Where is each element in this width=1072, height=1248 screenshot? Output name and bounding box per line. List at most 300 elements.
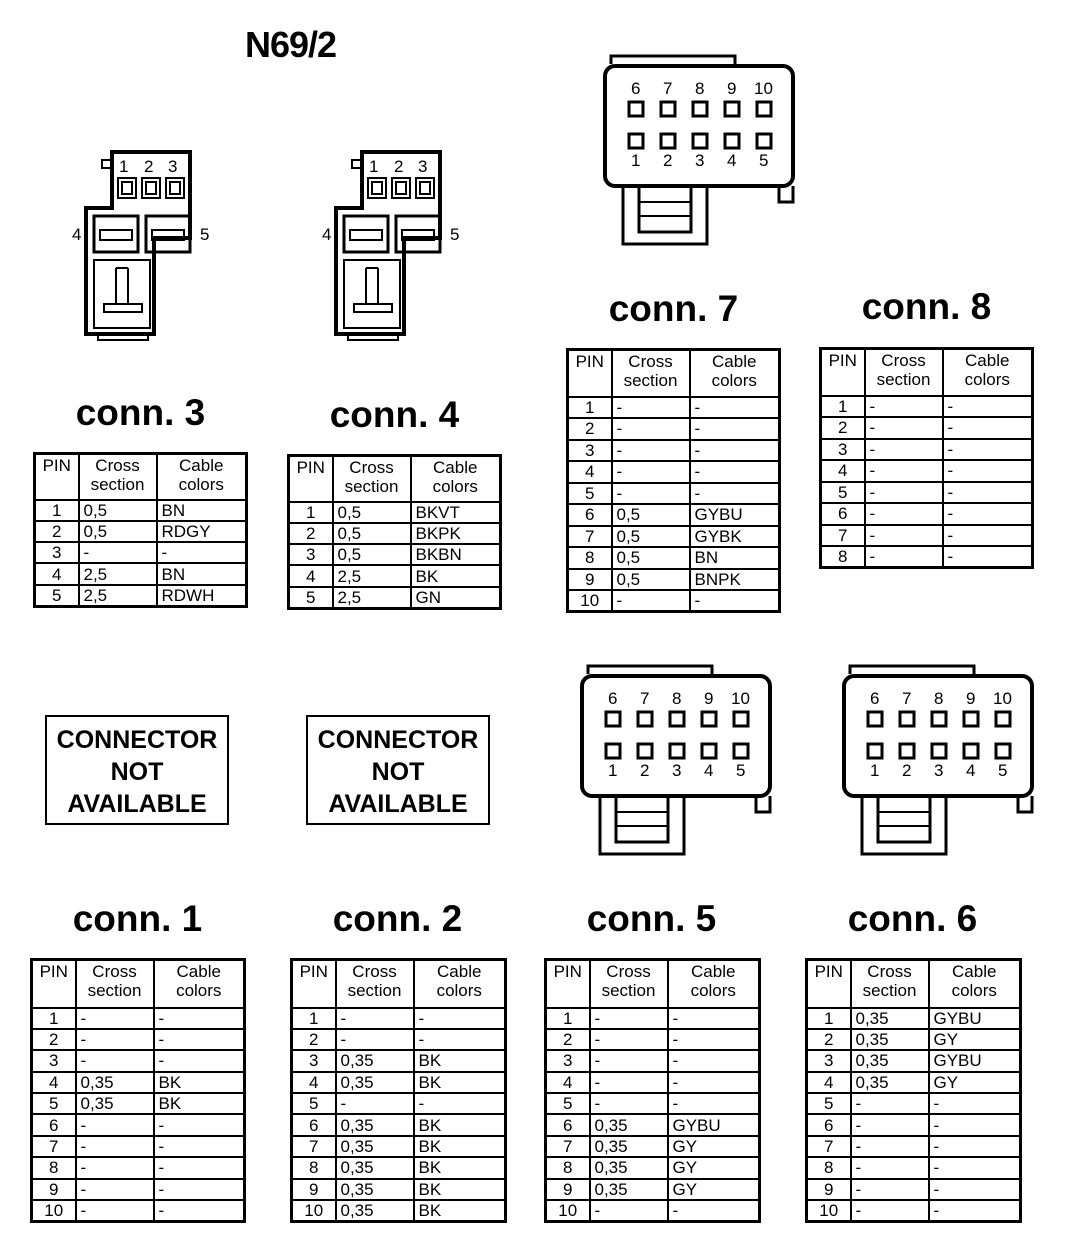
pin-label-1: 1 — [608, 761, 618, 780]
cable-color-cell: BKPK — [411, 523, 501, 544]
cable-color-cell: GY — [668, 1157, 760, 1178]
pin-number-cell: 2 — [568, 418, 612, 440]
pin-number-cell: 5 — [568, 483, 612, 505]
cross-section-cell: 0,35 — [590, 1157, 668, 1178]
table-row — [821, 396, 1033, 418]
cable-color-cell: GYBU — [690, 504, 780, 526]
table-row — [32, 1114, 245, 1135]
cross-section-cell: 0,5 — [79, 500, 157, 521]
cross-section-header — [336, 960, 414, 1008]
pin-header — [32, 960, 76, 1008]
cable-color-cell: - — [690, 590, 780, 612]
cable-color-cell: - — [414, 1093, 506, 1114]
cross-section-cell: 0,35 — [336, 1200, 414, 1222]
cable-color-cell: BK — [414, 1114, 506, 1135]
table-row — [821, 439, 1033, 461]
table-row — [35, 542, 247, 563]
pin-number-cell: 5 — [546, 1093, 590, 1114]
cross-section-cell: - — [590, 1029, 668, 1050]
pin-number-cell: 10 — [32, 1200, 76, 1222]
cross-section-cell: - — [851, 1200, 929, 1222]
cross-section-cell: - — [590, 1072, 668, 1093]
conn4-title: conn. 4 — [329, 394, 460, 435]
pin-number-cell: 6 — [568, 504, 612, 526]
table-row — [807, 1179, 1021, 1200]
cable-color-cell: - — [154, 1157, 245, 1178]
table-row — [546, 1157, 760, 1178]
conn7-pin-table — [566, 348, 781, 613]
cable-color-cell: - — [668, 1050, 760, 1071]
cable-colors-header-line: Cable — [179, 456, 224, 475]
pin-number-cell: 2 — [35, 521, 79, 542]
conn5-pin-table — [544, 958, 761, 1223]
pin-number-cell: 2 — [289, 523, 333, 544]
pin-label-10: 10 — [993, 689, 1012, 708]
cross-section-header-line: Cross — [628, 352, 673, 371]
table-row — [32, 1157, 245, 1178]
conn6-pin-table — [805, 958, 1022, 1223]
table-row — [807, 1114, 1021, 1135]
pin-label-7: 7 — [640, 689, 650, 708]
pin-number-cell: 9 — [292, 1179, 336, 1200]
cable-color-cell: - — [154, 1029, 245, 1050]
cable-color-cell: BK — [414, 1179, 506, 1200]
pin-header-line: PIN — [814, 962, 843, 981]
conn4-drawing — [316, 150, 476, 350]
cable-color-cell: - — [929, 1093, 1021, 1114]
pin-header-line: PIN — [553, 962, 582, 981]
pin-label-5: 5 — [759, 151, 769, 170]
table-row — [35, 585, 247, 607]
pin-label-6: 6 — [608, 689, 618, 708]
cross-section-cell: - — [76, 1136, 154, 1157]
table-row — [568, 461, 780, 483]
cross-section-cell: - — [612, 418, 690, 440]
cable-colors-header-line: colors — [951, 981, 997, 1000]
cable-colors-header-line: colors — [436, 981, 482, 1000]
cross-section-cell: - — [76, 1029, 154, 1050]
cross-section-cell: - — [590, 1008, 668, 1029]
table-row — [292, 1136, 506, 1157]
pin-number-cell: 5 — [292, 1093, 336, 1114]
pin-label-3: 3 — [168, 157, 178, 176]
pin-header — [292, 960, 336, 1008]
cross-section-cell: 0,35 — [336, 1050, 414, 1071]
cable-color-cell: GY — [668, 1136, 760, 1157]
cross-section-cell: 0,5 — [333, 523, 411, 544]
table-row — [292, 1029, 506, 1050]
cable-color-cell: - — [690, 461, 780, 483]
table-row — [807, 1157, 1021, 1178]
conn8-title: conn. 8 — [861, 286, 992, 327]
cable-color-cell: RDGY — [157, 521, 247, 542]
pin-number-cell: 4 — [807, 1072, 851, 1093]
pin-number-cell: 7 — [546, 1136, 590, 1157]
pin-header-line: PIN — [42, 456, 71, 475]
cross-section-cell: 0,35 — [76, 1072, 154, 1093]
cable-colors-header-line: Cable — [712, 352, 757, 371]
pin-number-cell: 8 — [568, 547, 612, 569]
table-row — [35, 521, 247, 542]
cross-section-cell: - — [851, 1157, 929, 1178]
cross-section-cell: - — [865, 439, 943, 461]
cross-section-cell: 0,35 — [336, 1114, 414, 1135]
cable-colors-header-line: colors — [711, 371, 757, 390]
cross-section-header-line: section — [862, 981, 917, 1000]
cross-section-header-line: section — [601, 981, 656, 1000]
table-header-row — [807, 960, 1021, 1008]
pin-number-cell: 9 — [546, 1179, 590, 1200]
cross-section-cell: 2,5 — [79, 585, 157, 607]
cable-color-cell: BN — [690, 547, 780, 569]
cable-colors-header — [690, 350, 780, 397]
cable-color-cell: BK — [154, 1072, 245, 1093]
cable-colors-header — [929, 960, 1021, 1008]
table-row — [821, 460, 1033, 482]
cable-color-cell: - — [929, 1179, 1021, 1200]
cable-color-cell: - — [668, 1029, 760, 1050]
pin-number-cell: 4 — [292, 1072, 336, 1093]
pin-number-cell: 6 — [546, 1114, 590, 1135]
pin-number-cell: 3 — [546, 1050, 590, 1071]
pin-number-cell: 4 — [821, 460, 865, 482]
cross-section-cell: - — [76, 1114, 154, 1135]
cross-section-cell: - — [851, 1136, 929, 1157]
cross-section-header — [590, 960, 668, 1008]
cable-colors-header — [943, 349, 1033, 396]
pin-header — [568, 350, 612, 397]
table-row — [568, 418, 780, 440]
pin-number-cell: 3 — [32, 1050, 76, 1071]
cable-colors-header — [411, 456, 501, 502]
cable-color-cell: GY — [929, 1072, 1021, 1093]
cross-section-header-line: section — [87, 981, 142, 1000]
pin-number-cell: 10 — [807, 1200, 851, 1222]
table-row — [807, 1008, 1021, 1029]
cross-section-cell: - — [590, 1093, 668, 1114]
cross-section-cell: 0,35 — [851, 1050, 929, 1071]
table-row — [32, 1008, 245, 1029]
cross-section-header-line: Cross — [606, 962, 651, 981]
pin-number-cell: 2 — [546, 1029, 590, 1050]
cross-section-header-line: section — [623, 371, 678, 390]
cable-color-cell: - — [929, 1136, 1021, 1157]
pin-number-cell: 7 — [568, 526, 612, 548]
cross-section-cell: 0,35 — [851, 1029, 929, 1050]
table-row — [807, 1136, 1021, 1157]
cable-color-cell: GN — [411, 587, 501, 609]
cross-section-header — [76, 960, 154, 1008]
cross-section-cell: - — [76, 1179, 154, 1200]
cable-color-cell: - — [154, 1114, 245, 1135]
pin-label-4: 4 — [727, 151, 737, 170]
table-row — [292, 1114, 506, 1135]
pin-number-cell: 4 — [568, 461, 612, 483]
table-header-row — [292, 960, 506, 1008]
cable-color-cell: - — [668, 1072, 760, 1093]
table-row — [807, 1050, 1021, 1071]
pin-number-cell: 1 — [32, 1008, 76, 1029]
pin-label-1: 1 — [870, 761, 880, 780]
cross-section-cell: - — [76, 1050, 154, 1071]
na-line-2: NOT — [110, 758, 164, 786]
table-row — [568, 397, 780, 419]
table-row — [546, 1200, 760, 1222]
cross-section-header — [612, 350, 690, 397]
cable-color-cell: - — [943, 525, 1033, 547]
pin-number-cell: 4 — [546, 1072, 590, 1093]
pin-number-cell: 5 — [821, 482, 865, 504]
pin-number-cell: 4 — [35, 563, 79, 584]
pin-label-8: 8 — [934, 689, 944, 708]
table-header-row — [821, 349, 1033, 396]
cable-colors-header — [157, 454, 247, 500]
conn5-drawing — [580, 662, 780, 862]
cross-section-cell: - — [76, 1157, 154, 1178]
cable-color-cell: - — [943, 417, 1033, 439]
cable-colors-header — [668, 960, 760, 1008]
table-row — [821, 503, 1033, 525]
conn5-title: conn. 5 — [586, 898, 717, 939]
pin-label-2: 2 — [144, 157, 154, 176]
table-row — [35, 563, 247, 584]
cable-color-cell: BK — [414, 1050, 506, 1071]
pin-label-6: 6 — [631, 79, 641, 98]
cable-color-cell: GYBK — [690, 526, 780, 548]
cross-section-header-line: section — [344, 477, 399, 496]
pin-header-line: PIN — [296, 458, 325, 477]
cross-section-cell: 0,35 — [851, 1008, 929, 1029]
cable-color-cell: - — [668, 1093, 760, 1114]
cross-section-header — [865, 349, 943, 396]
pin-label-10: 10 — [754, 79, 773, 98]
cross-section-cell: 0,5 — [612, 547, 690, 569]
table-row — [292, 1093, 506, 1114]
cross-section-cell: - — [612, 461, 690, 483]
conn1-pin-table — [30, 958, 246, 1223]
cross-section-cell: - — [851, 1093, 929, 1114]
pin-header-line: PIN — [575, 352, 604, 371]
cross-section-cell: 0,5 — [333, 544, 411, 565]
pin-number-cell: 1 — [292, 1008, 336, 1029]
na-line-1: CONNECTOR — [56, 726, 218, 754]
conn2-pin-table — [290, 958, 507, 1223]
cross-section-cell: - — [612, 590, 690, 612]
pin-label-9: 9 — [704, 689, 714, 708]
pin-number-cell: 3 — [807, 1050, 851, 1071]
cross-section-cell: 0,35 — [851, 1072, 929, 1093]
pin-number-cell: 10 — [546, 1200, 590, 1222]
table-row — [568, 504, 780, 526]
table-row — [546, 1029, 760, 1050]
pin-label-5: 5 — [736, 761, 746, 780]
cable-colors-header-line: Cable — [965, 351, 1010, 370]
pin-number-cell: 5 — [289, 587, 333, 609]
cable-colors-header — [414, 960, 506, 1008]
cross-section-cell: - — [612, 397, 690, 419]
cross-section-cell: - — [865, 525, 943, 547]
cable-color-cell: - — [943, 396, 1033, 418]
pin-number-cell: 5 — [35, 585, 79, 607]
pin-number-cell: 6 — [807, 1114, 851, 1135]
pin-number-cell: 7 — [32, 1136, 76, 1157]
pin-number-cell: 8 — [807, 1157, 851, 1178]
cable-color-cell: GY — [929, 1029, 1021, 1050]
pin-number-cell: 4 — [32, 1072, 76, 1093]
cross-section-cell: 0,35 — [76, 1093, 154, 1114]
conn7-title: conn. 7 — [608, 288, 739, 329]
pin-number-cell: 9 — [568, 569, 612, 591]
pin-number-cell: 10 — [292, 1200, 336, 1222]
pin-number-cell: 1 — [568, 397, 612, 419]
pin-label-5: 5 — [200, 225, 210, 244]
table-row — [546, 1093, 760, 1114]
pin-header — [35, 454, 79, 500]
table-row — [546, 1179, 760, 1200]
pin-label-10: 10 — [731, 689, 750, 708]
cross-section-cell: - — [865, 417, 943, 439]
cross-section-cell: - — [851, 1114, 929, 1135]
conn4-pin-table — [287, 454, 502, 610]
cable-color-cell: - — [154, 1008, 245, 1029]
pin-number-cell: 3 — [568, 440, 612, 462]
pin-label-5: 5 — [450, 225, 460, 244]
pin-number-cell: 7 — [292, 1136, 336, 1157]
table-row — [807, 1200, 1021, 1222]
pin-number-cell: 8 — [32, 1157, 76, 1178]
pin-number-cell: 6 — [32, 1114, 76, 1135]
conn1-title: conn. 1 — [72, 898, 203, 939]
pin-label-3: 3 — [695, 151, 705, 170]
cable-color-cell: - — [943, 546, 1033, 568]
cross-section-header — [79, 454, 157, 500]
pin-number-cell: 9 — [32, 1179, 76, 1200]
cross-section-cell: 2,5 — [79, 563, 157, 584]
table-row — [292, 1157, 506, 1178]
cable-color-cell: - — [154, 1179, 245, 1200]
pin-number-cell: 8 — [546, 1157, 590, 1178]
pin-number-cell: 3 — [821, 439, 865, 461]
cross-section-cell: - — [865, 503, 943, 525]
pin-label-4: 4 — [966, 761, 976, 780]
cable-color-cell: - — [157, 542, 247, 563]
table-row — [546, 1072, 760, 1093]
pin-label-2: 2 — [640, 761, 650, 780]
conn3-title: conn. 3 — [75, 392, 206, 433]
pin-number-cell: 5 — [32, 1093, 76, 1114]
na-line-3: AVAILABLE — [67, 790, 207, 818]
cable-color-cell: BK — [414, 1136, 506, 1157]
cable-color-cell: BK — [414, 1072, 506, 1093]
conn6-title: conn. 6 — [847, 898, 978, 939]
cross-section-cell: 0,35 — [336, 1136, 414, 1157]
pin-number-cell: 6 — [292, 1114, 336, 1135]
cross-section-cell: 0,5 — [612, 526, 690, 548]
pin-number-cell: 3 — [292, 1050, 336, 1071]
cross-section-header-line: Cross — [352, 962, 397, 981]
connector-not-available-box — [306, 715, 490, 825]
table-row — [807, 1093, 1021, 1114]
table-row — [821, 417, 1033, 439]
pin-header — [289, 456, 333, 502]
table-row — [289, 565, 501, 586]
table-row — [32, 1050, 245, 1071]
cross-section-header-line: Cross — [95, 456, 140, 475]
pin-number-cell: 10 — [568, 590, 612, 612]
cable-color-cell: - — [929, 1157, 1021, 1178]
table-row — [292, 1050, 506, 1071]
pin-number-cell: 2 — [32, 1029, 76, 1050]
cable-colors-header-line: Cable — [433, 458, 478, 477]
cross-section-cell: - — [865, 482, 943, 504]
cross-section-cell: - — [590, 1050, 668, 1071]
cable-color-cell: BKVT — [411, 502, 501, 523]
na-line-2: NOT — [371, 758, 425, 786]
cross-section-cell: - — [865, 460, 943, 482]
pin-header — [807, 960, 851, 1008]
cross-section-cell: - — [336, 1029, 414, 1050]
cable-color-cell: - — [943, 503, 1033, 525]
cable-color-cell: - — [943, 439, 1033, 461]
cable-color-cell: GYBU — [929, 1050, 1021, 1071]
cross-section-header-line: Cross — [349, 458, 394, 477]
cable-color-cell: GY — [668, 1179, 760, 1200]
cross-section-cell: - — [336, 1093, 414, 1114]
conn7-drawing — [603, 52, 803, 252]
cross-section-header-line: Cross — [92, 962, 137, 981]
table-row — [32, 1072, 245, 1093]
conn2-title: conn. 2 — [332, 898, 463, 939]
cable-color-cell: - — [154, 1200, 245, 1222]
table-header-row — [546, 960, 760, 1008]
cross-section-cell: - — [76, 1200, 154, 1222]
cable-color-cell: BK — [411, 565, 501, 586]
table-row — [292, 1072, 506, 1093]
cable-color-cell: BN — [157, 563, 247, 584]
pin-number-cell: 1 — [546, 1008, 590, 1029]
cable-color-cell: - — [943, 482, 1033, 504]
table-row — [568, 440, 780, 462]
cross-section-header-line: section — [347, 981, 402, 1000]
table-row — [32, 1179, 245, 1200]
cable-color-cell: - — [154, 1050, 245, 1071]
cable-color-cell: - — [929, 1114, 1021, 1135]
table-header-row — [35, 454, 247, 500]
pin-number-cell: 9 — [807, 1179, 851, 1200]
cable-color-cell: - — [690, 418, 780, 440]
table-row — [292, 1008, 506, 1029]
pin-label-1: 1 — [631, 151, 641, 170]
pin-number-cell: 6 — [821, 503, 865, 525]
conn3-pin-table — [33, 452, 248, 608]
pin-number-cell: 4 — [289, 565, 333, 586]
cable-color-cell: BKBN — [411, 544, 501, 565]
pin-number-cell: 2 — [807, 1029, 851, 1050]
table-row — [546, 1008, 760, 1029]
cable-colors-header — [154, 960, 245, 1008]
pin-label-1: 1 — [369, 157, 379, 176]
cross-section-cell: 0,35 — [336, 1072, 414, 1093]
pin-label-3: 3 — [672, 761, 682, 780]
cable-colors-header-line: colors — [432, 477, 478, 496]
pin-number-cell: 7 — [807, 1136, 851, 1157]
pin-number-cell: 2 — [821, 417, 865, 439]
cross-section-cell: - — [336, 1008, 414, 1029]
table-row — [32, 1093, 245, 1114]
connector-not-available-box — [45, 715, 229, 825]
cross-section-header — [851, 960, 929, 1008]
pin-label-8: 8 — [695, 79, 705, 98]
